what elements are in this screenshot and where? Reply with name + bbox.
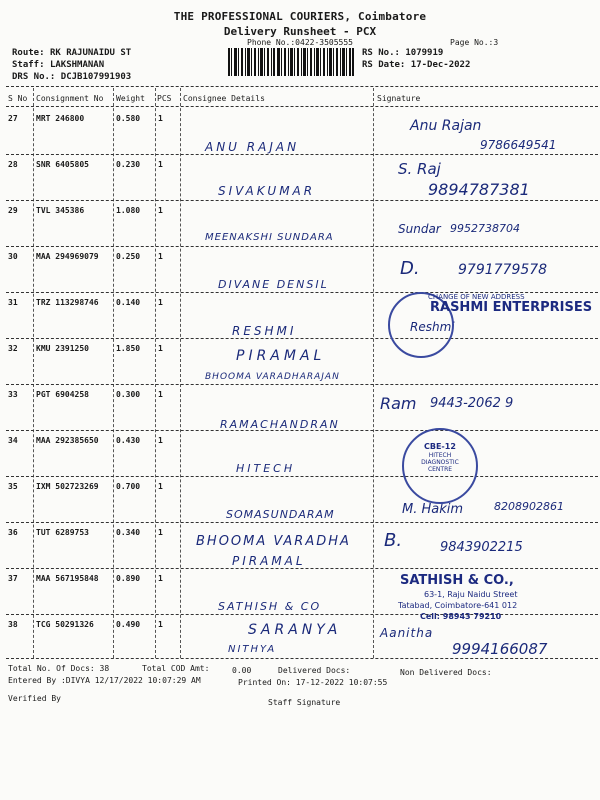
- col-header-pcs: PCS: [157, 94, 172, 103]
- staff-line: [12, 60, 104, 70]
- row-pcs: 1: [158, 160, 163, 169]
- total-cod-value: 0.00: [232, 666, 252, 675]
- row-weight: 1.850: [116, 344, 141, 353]
- sheet-subtitle: Delivery Runsheet - PCX: [223, 25, 377, 38]
- verified-by: Verified By: [8, 694, 61, 703]
- col-header-consignment: Consignment No: [36, 94, 104, 103]
- non-delivered-docs: Non Delivered Docs:: [400, 668, 492, 677]
- row-pcs: 1: [158, 436, 163, 445]
- row-sno: 34: [8, 436, 18, 445]
- rs-date-line: [362, 60, 470, 70]
- row-weight: 0.250: [116, 252, 141, 261]
- row-sno: 32: [8, 344, 18, 353]
- row-sno: 31: [8, 298, 18, 307]
- drs-value: DCJB107991903: [60, 72, 132, 82]
- consignee-name: PIRAMAL: [232, 554, 306, 568]
- row-consignment: MAA 294969079: [36, 252, 99, 261]
- col-header-weight: Weight: [116, 94, 145, 103]
- header-bottom-rule: [6, 106, 598, 107]
- recipient-phone: 9994166087: [452, 640, 548, 658]
- row-weight: 0.580: [116, 114, 141, 123]
- row-sno: 37: [8, 574, 18, 583]
- row-separator: [6, 476, 598, 477]
- staff-label: Staff:: [12, 60, 45, 70]
- row-consignment: MAA 567195848: [36, 574, 99, 583]
- row-weight: 0.490: [116, 620, 141, 629]
- hitech-stamp-text: HITECH DIAGNOSTIC CENTRE: [421, 452, 459, 473]
- row-consignment: TCG 50291326: [36, 620, 94, 629]
- row-pcs: 1: [158, 114, 163, 123]
- row-pcs: 1: [158, 482, 163, 491]
- recipient-signature: Ram: [380, 394, 417, 413]
- recipient-phone: 9443-2062 9: [430, 396, 514, 411]
- printed-on: Printed On: 17-12-2022 10:07:55: [238, 678, 388, 687]
- consignee-name: HITECH: [236, 462, 296, 475]
- recipient-phone: 8208902861: [494, 500, 564, 513]
- row-consignment: TUT 6289753: [36, 528, 89, 537]
- sathish-stamp-addr2: Tatabad, Coimbatore-641 012: [398, 601, 518, 610]
- row-consignment: TRZ 113298746: [36, 298, 99, 307]
- delivered-docs: Delivered Docs:: [278, 666, 351, 675]
- consignee-name: MEENAKSHI SUNDARA: [205, 232, 334, 243]
- row-sno: 27: [8, 114, 18, 123]
- row-consignment: KMU 2391250: [36, 344, 89, 353]
- route-label: Route:: [12, 48, 45, 58]
- row-pcs: 1: [158, 298, 163, 307]
- column-divider: [155, 88, 156, 658]
- consignee-name-extra: NITHYA: [228, 644, 277, 655]
- column-divider: [180, 88, 181, 658]
- row-consignment: TVL 345386: [36, 206, 85, 215]
- row-separator: [6, 430, 598, 431]
- header-top-rule: [6, 86, 598, 87]
- rashmi-stamp-note: CHANGE OF NEW ADDRESS: [428, 293, 525, 301]
- row-pcs: 1: [158, 390, 163, 399]
- sathish-stamp-name: SATHISH & CO.,: [400, 573, 514, 588]
- consignee-name-extra: BHOOMA VARADHA: [196, 534, 351, 549]
- consignee-name: RAMACHANDRAN: [220, 418, 340, 431]
- barcode-image: [228, 48, 354, 76]
- recipient-signature: B.: [384, 530, 403, 551]
- staff-signature: Staff Signature: [268, 698, 341, 707]
- row-separator: [6, 154, 598, 155]
- consignee-name: SOMASUNDARAM: [226, 508, 335, 521]
- row-sno: 29: [8, 206, 18, 215]
- route-line: [12, 48, 131, 58]
- sathish-stamp-addr1: 63-1, Raju Naidu Street: [424, 590, 518, 599]
- row-weight: 0.700: [116, 482, 141, 491]
- recipient-phone: 9894787381: [428, 180, 530, 199]
- row-weight: 0.340: [116, 528, 141, 537]
- total-docs: Total No. Of Docs: 38: [8, 664, 110, 673]
- column-divider: [373, 88, 374, 658]
- entered-by: Entered By :DIVYA 12/17/2022 10:07:29 AM: [8, 676, 201, 685]
- recipient-signature: Aanitha: [380, 626, 434, 640]
- row-consignment: MAA 292385650: [36, 436, 99, 445]
- rs-date-value: 17-Dec-2022: [410, 60, 471, 70]
- col-header-signature: Signature: [377, 94, 421, 103]
- recipient-signature: D.: [400, 258, 420, 279]
- row-separator: [6, 614, 598, 615]
- row-separator: [6, 246, 598, 247]
- recipient-signature: S. Raj: [398, 160, 441, 178]
- rashmi-stamp-text: RASHMI ENTERPRISES: [430, 300, 593, 315]
- row-separator: [6, 658, 598, 659]
- row-consignment: IXM 502723269: [36, 482, 99, 491]
- row-pcs: 1: [158, 206, 163, 215]
- row-weight: 1.080: [116, 206, 141, 215]
- consignee-name: ANU RAJAN: [205, 140, 300, 154]
- row-sno: 28: [8, 160, 18, 169]
- consignee-name: RESHMI: [232, 324, 297, 338]
- drs-line: [12, 72, 131, 82]
- recipient-signature: M. Hakim: [402, 502, 464, 517]
- company-title: THE PROFESSIONAL COURIERS, Coimbatore: [173, 10, 427, 23]
- recipient-phone: 9791779578: [458, 262, 548, 278]
- consignee-name-extra: BHOOMA VARADHARAJAN: [205, 372, 340, 382]
- row-pcs: 1: [158, 252, 163, 261]
- row-sno: 36: [8, 528, 18, 537]
- recipient-phone: 9786649541: [480, 138, 557, 152]
- consignee-name: SIVAKUMAR: [218, 184, 316, 198]
- recipient-phone: 9843902215: [440, 540, 523, 555]
- phone-number: Phone No.:0422-3505555: [247, 38, 353, 47]
- col-header-sno: S No: [8, 94, 28, 103]
- row-weight: 0.430: [116, 436, 141, 445]
- row-consignment: MRT 246800: [36, 114, 85, 123]
- row-consignment: PGT 6904258: [36, 390, 89, 399]
- row-pcs: 1: [158, 574, 163, 583]
- row-weight: 0.140: [116, 298, 141, 307]
- consignee-name: DIVANE DENSIL: [218, 278, 329, 291]
- col-header-details: Consignee Details: [183, 94, 265, 103]
- row-consignment: SNR 6405805: [36, 160, 89, 169]
- row-sno: 33: [8, 390, 18, 399]
- rs-number-line: [362, 48, 443, 58]
- row-sno: 35: [8, 482, 18, 491]
- sathish-stamp-cell: Cell: 98943 79210: [420, 612, 502, 621]
- row-sno: 30: [8, 252, 18, 261]
- consignee-name: SARANYA: [248, 622, 342, 638]
- consignee-name: PIRAMAL: [236, 348, 326, 364]
- recipient-phone: 9952738704: [450, 222, 520, 235]
- row-pcs: 1: [158, 528, 163, 537]
- row-separator: [6, 568, 598, 569]
- row-separator: [6, 200, 598, 201]
- row-sno: 38: [8, 620, 18, 629]
- row-separator: [6, 522, 598, 523]
- page-number: Page No.:3: [450, 38, 499, 47]
- consignee-name: SATHISH & CO: [218, 600, 322, 613]
- rs-number-value: 1079919: [405, 48, 444, 58]
- row-weight: 0.230: [116, 160, 141, 169]
- column-divider: [113, 88, 114, 658]
- recipient-signature: Reshmi: [410, 320, 455, 334]
- staff-value: LAKSHMANAN: [49, 60, 105, 70]
- hitech-stamp-code: CBE-12: [424, 442, 456, 451]
- drs-label: DRS No.:: [12, 72, 56, 82]
- recipient-signature: Sundar: [398, 222, 441, 236]
- route-value: RK RAJUNAIDU ST: [49, 48, 132, 58]
- recipient-signature: Anu Rajan: [410, 118, 482, 134]
- row-weight: 0.300: [116, 390, 141, 399]
- total-cod-label: Total COD Amt:: [142, 664, 210, 673]
- row-weight: 0.890: [116, 574, 141, 583]
- row-separator: [6, 384, 598, 385]
- row-separator: [6, 338, 598, 339]
- row-pcs: 1: [158, 344, 163, 353]
- column-divider: [33, 88, 34, 658]
- rs-date-label: RS Date:: [362, 60, 406, 70]
- row-pcs: 1: [158, 620, 163, 629]
- rs-number-label: RS No.:: [362, 48, 400, 58]
